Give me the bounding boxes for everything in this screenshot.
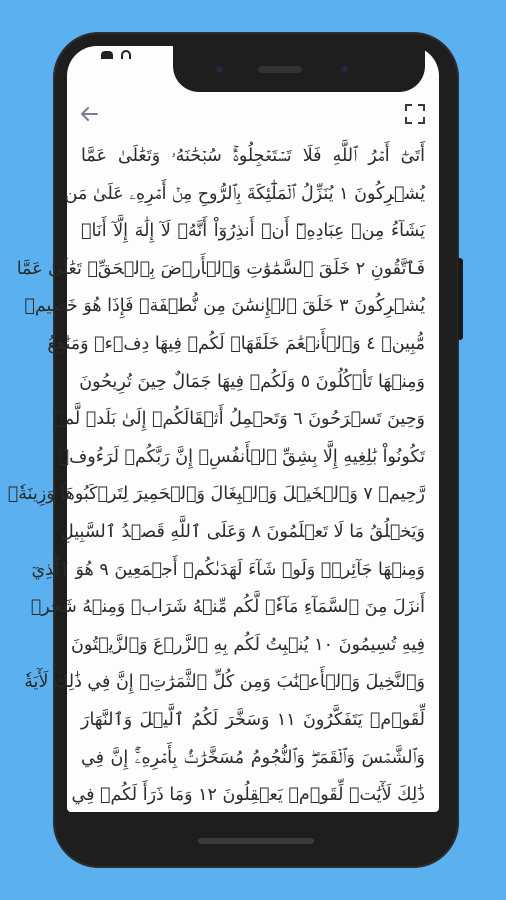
back-button[interactable] <box>77 102 101 126</box>
status-icons <box>101 50 131 59</box>
arrow-left-icon <box>77 102 101 126</box>
ayah-line[interactable]: وَمِنۡهَا جَآئِرٞۚ وَلَوۡ شَآءَ لَهَدَىٰكُمۡ أَجۡمَعِينَ ٩ هُوَ ٱلَّذِيٓ <box>31 559 425 580</box>
home-indicator <box>198 838 314 844</box>
reader-toolbar <box>67 96 439 132</box>
camera-notch <box>173 46 425 92</box>
earpiece-speaker <box>258 66 302 73</box>
ayah-line[interactable]: لِّقَوۡمٖ يَتَفَكَّرُونَ ١١ وَسَخَّرَ لَكُمُ ٱلَّيۡلَ وَٱلنَّهَارَ <box>81 709 425 730</box>
ayah-line[interactable]: أَنزَلَ مِنَ ٱلسَّمَآءِ مَآءٗۖ لَّكُم مِّنۡهُ شَرَابٞ وَمِنۡهُ شَجَرٞ <box>30 597 425 618</box>
ayah-line[interactable]: تَكُونُواْ بَٰلِغِيهِ إِلَّا بِشِقِّ ٱلۡأَنفُسِۚ إِنَّ رَبَّكُمۡ لَرَءُوفٞ <box>58 446 425 467</box>
ayah-line[interactable]: يُشۡرِكُونَ ١ يُنَزِّلُ ٱلۡمَلَٰٓئِكَةَ بِٱلرُّوحِ مِنۡ أَمۡرِهِۦ عَلَىٰ مَن <box>64 183 425 204</box>
ayah-line[interactable]: وَمِنۡهَا تَأۡكُلُونَ ٥ وَلَكُمۡ فِيهَا جَمَالٌ حِينَ تُرِيحُونَ <box>79 371 425 392</box>
ayah-line[interactable]: وَٱلنَّخِيلَ وَٱلۡأَعۡنَٰبَ وَمِن كُلِّ ٱلثَّمَرَٰتِۚ إِنَّ فِي ذَٰلِكَ لَأٓيَةٗ <box>24 672 425 693</box>
ayah-line[interactable]: وَٱلشَّمۡسَ وَٱلۡقَمَرَۖ وَٱلنُّجُومُ مُسَخَّرَٰتُۢ بِأَمۡرِهِۦٓۚ إِنَّ فِي <box>81 747 425 768</box>
ayah-line[interactable]: ذَٰلِكَ لَأٓيَٰتٖ لِّقَوۡمٖ يَعۡقِلُونَ ١٢ وَمَا ذَرَأَ لَكُمۡ فِي <box>71 785 425 806</box>
ayah-line[interactable]: وَحِينَ تَسۡرَحُونَ ٦ وَتَحۡمِلُ أَثۡقَالَكُمۡ إِلَىٰ بَلَدٖ لَّمۡ <box>52 409 425 430</box>
signal-icon <box>101 51 113 59</box>
fullscreen-icon <box>403 102 427 126</box>
ayah-line[interactable]: فَٱتَّقُونِ ٢ خَلَقَ ٱلسَّمَٰوَٰتِ وَٱلۡأَرۡضَ بِٱلۡحَقِّۚ تَعَٰلَىٰ عَمَّا <box>16 258 425 279</box>
quran-page-text <box>7 138 425 812</box>
ayah-line[interactable]: يَشَآءُ مِنۡ عِبَادِهِۦٓ أَنۡ أَنذِرُوٓاْ أَنَّهُۥ لَآ إِلَٰهَ إِلَّآ أَنَا۠ <box>81 221 425 242</box>
wifi-icon <box>121 50 131 59</box>
fullscreen-button[interactable] <box>403 102 427 126</box>
front-camera-icon <box>214 64 225 75</box>
ayah-line[interactable]: أَتَىٰٓ أَمۡرُ ٱللَّهِ فَلَا تَسۡتَعۡجِلُوهُۚ سُبۡحَٰنَهُۥ وَتَعَٰلَىٰ عَمَّا <box>81 146 425 166</box>
app-screen <box>7 46 439 812</box>
phone-frame <box>7 32 459 868</box>
ayah-line[interactable]: وَيَخۡلُقُ مَا لَا تَعۡلَمُونَ ٨ وَعَلَى ٱللَّهِ قَصۡدُ ٱلسَّبِيلِ <box>61 521 425 542</box>
ayah-line[interactable]: يُشۡرِكُونَ ٣ خَلَقَ ٱلۡإِنسَٰنَ مِن نُّطۡفَةٖ فَإِذَا هُوَ خَصِيمٞ <box>24 296 425 317</box>
ayah-line[interactable]: فِيهِ تُسِيمُونَ ١٠ يُنۢبِتُ لَكُم بِهِ ٱلزَّرۡعَ وَٱلزَّيۡتُونَ <box>71 634 425 655</box>
ayah-line[interactable]: رَّحِيمٞ ٧ وَٱلۡخَيۡلَ وَٱلۡبِغَالَ وَٱلۡحَمِيرَ لِتَرۡكَبُوهَا وَزِينَةٗۚ <box>7 484 425 505</box>
power-button <box>458 258 463 340</box>
ayah-line[interactable]: مُّبِينٞ ٤ وَٱلۡأَنۡعَٰمَ خَلَقَهَاۖ لَكُمۡ فِيهَا دِفۡءٞ وَمَنَٰفِعُ <box>47 333 425 354</box>
front-sensor-icon <box>339 64 350 75</box>
